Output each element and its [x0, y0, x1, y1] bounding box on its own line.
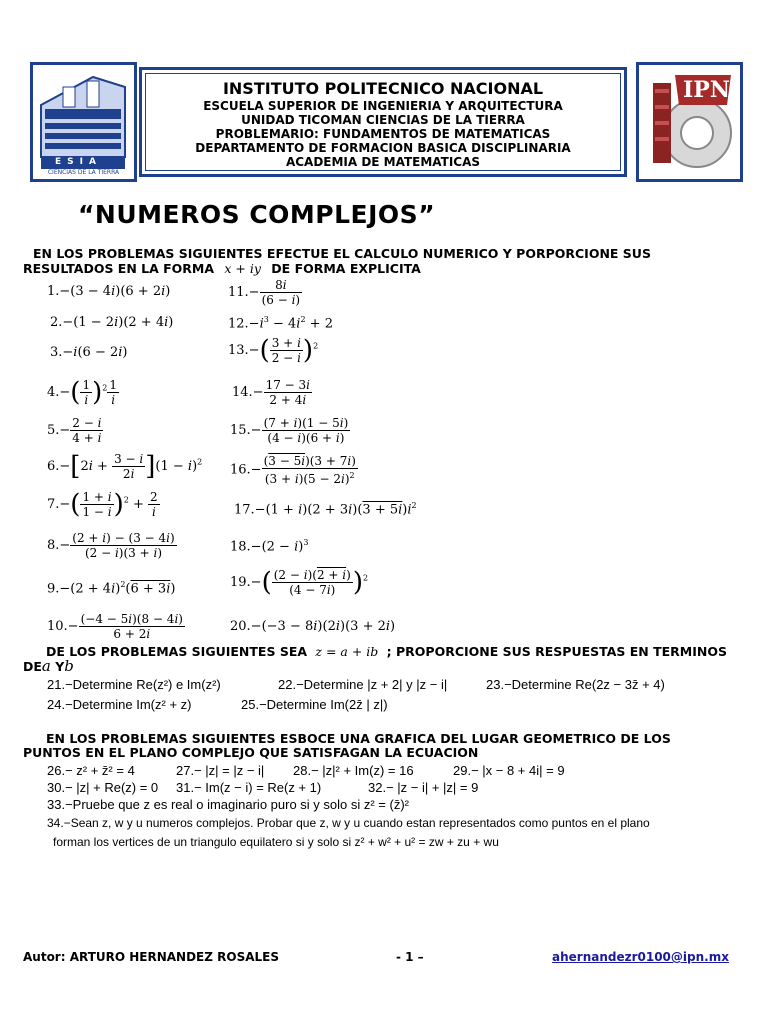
footer-page-number: - 1 – — [396, 950, 424, 964]
esia-logo-caption: CIENCIAS DE LA TIERRA — [47, 169, 120, 176]
section1-intro-end: DE FORMA EXPLICITA — [271, 261, 421, 276]
problem-25: 25.−Determine Im(2z̄ | z|) — [241, 697, 388, 712]
header-department: DEPARTAMENTO DE FORMACION BASICA DISCIPLINARIA — [195, 141, 571, 155]
problem-27: 27.− |z| = |z − i| — [176, 763, 265, 778]
problem-13: 13.−( $\frac{3 + i}{2 - i}$ )$^2$ — [228, 335, 319, 366]
section2-intro-line1 — [46, 644, 727, 659]
problem-34-line2: forman los vertices de un triangulo equilatero si y solo si z² + w² + u² = zw + zu + wu — [53, 835, 499, 849]
problem-32: 32.− |z − i| + |z| = 9 — [368, 780, 479, 795]
section3-intro-line1: EN LOS PROBLEMAS SIGUIENTES ESBOCE UNA GRAFICA DEL LUGAR GEOMETRICO DE LOS — [46, 731, 671, 746]
problem-24: 24.−Determine Im(z² + z) — [47, 697, 192, 712]
ipn-logo — [636, 62, 743, 182]
problem-9: $9.-(2 + 4i)^2(6 + 3i)$ — [47, 580, 176, 597]
problem-14: 14.− $\frac{17 - 3i}{2 + 4i}$ — [232, 378, 311, 407]
problem-29: 29.− |x − 8 + 4i| = 9 — [453, 763, 565, 778]
problem-31: 31.− Im(z − i) = Re(z + 1) — [176, 780, 322, 795]
problem-21: 21.−Determine Re(z²) e Im(z²) — [47, 677, 221, 692]
problem-11: 11.− $\frac{8i}{(6 - i)}$ — [228, 278, 301, 307]
problem-33: 33.−Pruebe que z es real o imaginario puro si y solo si z² = (z̄)² — [47, 797, 410, 812]
section2-intro-text: DE LOS PROBLEMAS SIGUIENTES SEA — [46, 644, 308, 659]
problem-4: 4.−( $\frac{1}{i}$ )$^2$ $\frac{1}{i}$ — [47, 377, 117, 408]
section1-intro-line2 — [23, 261, 421, 276]
section2-de: DE — [23, 659, 42, 674]
ipn-logo-text: IPN — [683, 77, 730, 103]
problem-10: 10.− $\frac{(-4 - 5i)(8 - 4i)}{6 + 2i}$ — [47, 612, 183, 641]
problem-23: 23.−Determine Re(2z − 3z̄ + 4) — [486, 677, 665, 692]
section1-intro-line1: EN LOS PROBLEMAS SIGUIENTES EFECTUE EL CALCULO NUMERICO Y PORPORCIONE SUS — [33, 246, 651, 261]
problem-19: 19.−( $\frac{(2 - i)(2 + i)}{(4 - 7i)}$ )$^2$ — [230, 567, 369, 598]
problem-17: $17.-(1 + i)(2 + 3i)(3 + 5i)i^2$ — [234, 501, 417, 518]
section1-intro-text: RESULTADOS EN LA FORMA — [23, 261, 215, 276]
problem-30: 30.− |z| + Re(z) = 0 — [47, 780, 159, 795]
problem-3: 3.−i(6 − 2i) — [50, 345, 128, 360]
section3-intro-line2: PUNTOS EN EL PLANO COMPLEJO QUE SATISFAGAN LA ECUACION — [23, 745, 479, 760]
page-title: “NUMEROS COMPLEJOS” — [78, 200, 436, 229]
problem-1: 1.−(3 − 4i)(6 + 2i) — [47, 284, 171, 299]
problem-2: 2.−(1 − 2i)(2 + 4i) — [50, 315, 174, 330]
section2-intro-mid: ; PROPORCIONE SUS RESPUESTAS EN TERMINOS — [386, 644, 727, 659]
problem-26: 26.− z² + z̄² = 4 — [47, 763, 135, 778]
esia-logo — [30, 62, 137, 182]
section2-and: Y — [55, 659, 65, 674]
header-box — [139, 67, 627, 177]
problem-22: 22.−Determine |z + 2| y |z − i| — [278, 677, 448, 692]
header-school: ESCUELA SUPERIOR DE INGENIERIA Y ARQUITECTURA — [203, 99, 563, 113]
footer-email-link[interactable]: ahernandezr0100@ipn.mx — [552, 950, 729, 964]
esia-logo-text: ESIA — [55, 157, 102, 167]
footer-author: Autor: ARTURO HERNANDEZ ROSALES — [23, 950, 279, 964]
problem-5: 5.− $\frac{2 - i}{4 + i}$ — [47, 416, 102, 445]
problem-6: 6.−[2i + $\frac{3 - i}{2i}$ ]$(1 - i)^2$ — [47, 451, 203, 482]
section2-var-a: a — [41, 657, 51, 675]
problem-12: $12.-i^3 - 4i^2 + 2$ — [228, 315, 333, 332]
problem-15: 15.− $\frac{(7 + i)(1 - 5i)}{(4 - i)(6 + i)}$ — [230, 416, 349, 445]
header-unit: UNIDAD TICOMAN CIENCIAS DE LA TIERRA — [241, 113, 525, 127]
problem-20: 20.−(−3 − 8i)(2i)(3 + 2i) — [230, 619, 396, 634]
problem-7: 7.−( $\frac{1 + i}{1 - i}$ )$^2$ + $\frac{2}{i}$ — [47, 489, 158, 520]
section1-form: x + iy — [224, 261, 261, 276]
section2-var-b: b — [64, 657, 74, 675]
header-title: INSTITUTO POLITECNICO NACIONAL — [222, 79, 544, 98]
problem-18: $18.-(2 - i)^3$ — [230, 538, 309, 555]
header-problemario: PROBLEMARIO: FUNDAMENTOS DE MATEMATICAS — [215, 127, 551, 141]
header-academy: ACADEMIA DE MATEMATICAS — [285, 155, 481, 169]
problem-16: 16.− $\frac{(3 - 5i)(3 + 7i)}{(3 + i)(5 - 2i)^2}$ — [230, 454, 356, 486]
problem-8: 8.− $\frac{(2 + i) - (3 - 4i)}{(2 - i)(3 + i)}$ — [47, 531, 175, 560]
section2-intro-line2 — [23, 659, 74, 674]
section2-expr: z = a + ib — [315, 644, 379, 659]
problem-34-line1: 34.−Sean z, w y u numeros complejos. Probar que z, w y u cuando estan representados como puntos en el plano — [47, 816, 650, 830]
problem-28: 28.− |z|² + Im(z) = 16 — [293, 763, 414, 778]
